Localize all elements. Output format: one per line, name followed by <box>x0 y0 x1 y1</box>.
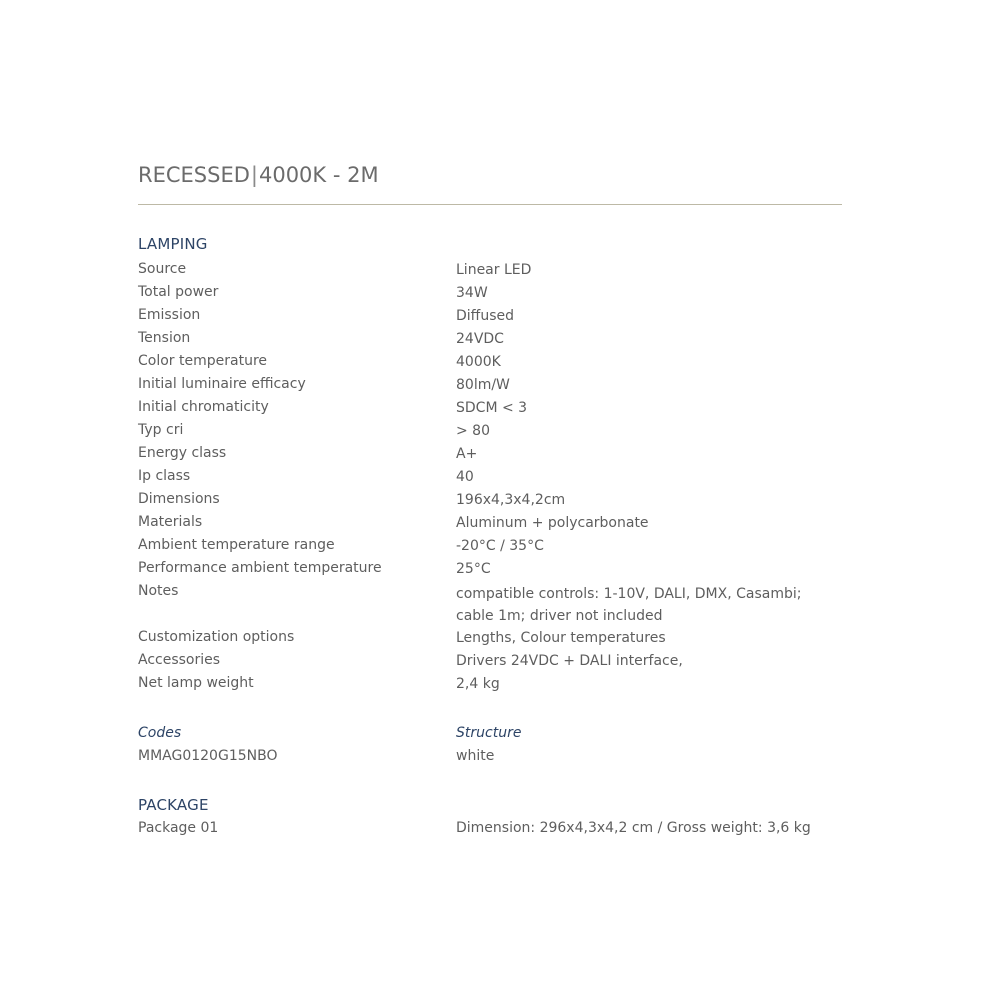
package-value: Dimension: 296x4,3x4,2 cm / Gross weight: 3,6 kg <box>456 820 811 836</box>
spec-label: Net lamp weight <box>138 675 254 691</box>
spec-value: Lengths, Colour temperatures <box>456 630 666 646</box>
codes-value: MMAG0120G15NBO <box>138 748 278 764</box>
spec-value: 24VDC <box>456 331 504 347</box>
spec-value: 2,4 kg <box>456 676 500 692</box>
structure-value: white <box>456 748 495 764</box>
spec-row <box>138 397 842 420</box>
structure-heading: Structure <box>456 725 522 741</box>
spec-row <box>138 466 842 489</box>
product-variant: 4000K - 2M <box>258 163 379 187</box>
spec-value: 4000K <box>456 354 501 370</box>
spec-row <box>138 627 842 650</box>
spec-label: Performance ambient temperature <box>138 560 382 576</box>
spec-row <box>138 374 842 397</box>
spec-value: 40 <box>456 469 474 485</box>
spec-label: Tension <box>138 330 191 346</box>
spec-row <box>138 443 842 466</box>
spec-value: SDCM < 3 <box>456 400 528 416</box>
codes-heading: Codes <box>138 725 182 741</box>
spec-value: Aluminum + polycarbonate <box>456 515 649 531</box>
spec-value: -20°C / 35°C <box>456 538 544 554</box>
package-label: Package 01 <box>138 820 219 836</box>
lamping-table <box>138 259 842 696</box>
spec-label: Materials <box>138 514 203 530</box>
spec-label: Source <box>138 261 187 277</box>
spec-row <box>138 282 842 305</box>
spec-value: Linear LED <box>456 262 532 278</box>
spec-label: Initial luminaire efficacy <box>138 376 306 392</box>
product-type: RECESSED <box>138 163 250 187</box>
product-title <box>138 163 379 187</box>
spec-value: > 80 <box>456 423 490 439</box>
spec-value: Diffused <box>456 308 514 324</box>
spec-row <box>138 259 842 282</box>
title-divider <box>138 204 842 205</box>
spec-label: Accessories <box>138 652 221 668</box>
spec-value: compatible controls: 1-10V, DALI, DMX, Casambi; cable 1m; driver not included <box>456 586 802 624</box>
spec-label: Emission <box>138 307 201 323</box>
datasheet-page <box>138 0 842 1000</box>
spec-value: 196x4,3x4,2cm <box>456 492 566 508</box>
spec-value: Drivers 24VDC + DALI interface, <box>456 653 683 669</box>
spec-row <box>138 305 842 328</box>
spec-value: 80lm/W <box>456 377 510 393</box>
spec-label: Dimensions <box>138 491 220 507</box>
spec-label: Initial chromaticity <box>138 399 269 415</box>
spec-label: Ip class <box>138 468 191 484</box>
spec-row <box>138 558 842 581</box>
package-heading: PACKAGE <box>138 796 209 814</box>
title-separator: | <box>250 163 258 187</box>
spec-label: Notes <box>138 583 179 599</box>
spec-row <box>138 535 842 558</box>
spec-label: Color temperature <box>138 353 268 369</box>
spec-value: 25°C <box>456 561 491 577</box>
spec-row <box>138 420 842 443</box>
spec-value: A+ <box>456 446 478 462</box>
spec-label: Ambient temperature range <box>138 537 335 553</box>
lamping-heading: LAMPING <box>138 235 208 253</box>
spec-row <box>138 650 842 673</box>
spec-label: Total power <box>138 284 219 300</box>
spec-row <box>138 512 842 535</box>
spec-label: Typ cri <box>138 422 184 438</box>
spec-row <box>138 673 842 696</box>
spec-value: 34W <box>456 285 488 301</box>
spec-row <box>138 489 842 512</box>
spec-row <box>138 351 842 374</box>
spec-row <box>138 581 842 627</box>
spec-row <box>138 328 842 351</box>
spec-label: Energy class <box>138 445 227 461</box>
spec-label: Customization options <box>138 629 295 645</box>
